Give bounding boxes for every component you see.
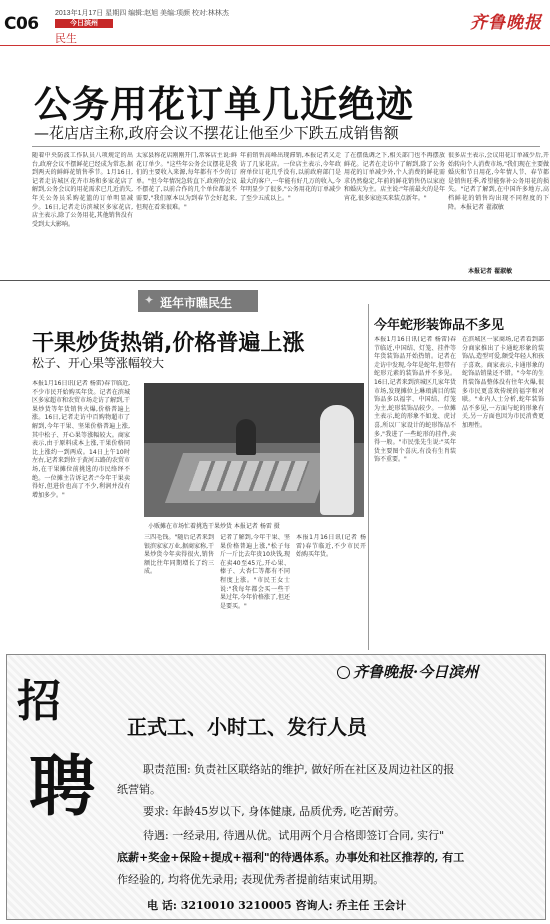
fruit-article-column-3: 记者了解到,今年干果、坚果价格普遍上涨,"松子每斤一斤比去年贵10块钱,现在卖40至45元,开心果、榛子、大杏仁等都有不同程度上涨。"市民王女士说:"我每年都会买一些干果过年,今年价格涨了,但还是要买。": [220, 534, 290, 610]
column-banner: [138, 290, 258, 312]
lead-article-subtitle: —花店店主称,政府会议不摆花让他至少下跌五成销售额: [34, 124, 399, 142]
section-divider: [0, 280, 550, 281]
column-divider: [368, 304, 369, 650]
lead-article-column-4: 了在摆低调之下,相关部门也不再摆放鲜花。记者在走访中了解到,除了公务用花的订单减少外,个人消费的鲜花需求仍然稳定,年前的鲜花销售仍以家庭和婚庆为主。店主说:"年前最火的是年宵花,很多家庭买来装点新年。": [344, 152, 445, 202]
logo-circle-icon: [337, 666, 350, 679]
photo-caption: 小贩摊在市场忙着挑选干果炒货 本报记者 杨雷 摄: [148, 523, 280, 530]
fruit-article-column-2: 三四毛钱。"随后记者来到银滨家家万业,据商家称,干果炒货今年卖得很火,销售额比往年同期增长了约三成。: [144, 534, 214, 576]
ad-scope-line-2: 纸营销。: [117, 783, 161, 796]
lead-article-byline: 本报记者 翟淑敏: [468, 268, 513, 275]
market-photo: [144, 383, 364, 517]
edition-tag: 今日滨州: [55, 19, 113, 28]
ad-treatment-line-2: 底薪+奖金+保险+提成+福利"的待遇体系。办事处和社区推荐的, 有工: [117, 851, 465, 864]
fruit-article-column-4: 本报1月16日讯(记者 杨雷)春节临近,不少市民开始购买年货。: [296, 534, 366, 559]
ad-contact: 电 话: 3210010 3210005 咨询人: 乔主任 王会计: [147, 899, 407, 912]
lead-article-title: 公务用花订单几近绝迹: [34, 83, 414, 126]
lead-article-column-5: 很多店主表示,会议用花订单减少后,开始转向个人消费市场,"我们现在主要做婚庆和节日用花,今年情人节、春节都是销售旺季,希望能弥补公务用花的损失。"记者了解到,在中国许多地方,高档鲜花的销售均出现不同程度的下降。本报记者 翟淑敏: [448, 152, 549, 211]
ad-recruit-char-2: 聘: [29, 747, 95, 825]
column-banner-label: 逛年市瞧民生: [160, 296, 233, 310]
lead-article-column-3: 年前销售高峰出现滞销,本报记者又走访了几家花店。一位店主表示,今年政府单位订花几乎没有,以前政府部门是最大的客户,一年能有好几万的收入,今年明显少了很多,"公务用花的订单减少了至少五成以上。": [240, 152, 341, 202]
ad-logo: [337, 661, 478, 682]
snake-article-title: 今年蛇形装饰品不多见: [374, 318, 505, 333]
fruit-article-subtitle: 松子、开心果等涨幅较大: [32, 356, 165, 370]
divider: [32, 146, 540, 147]
ad-treatment-line-3: 作经验的, 均将优先录用; 表现优秀者提前结束试用期。: [117, 873, 385, 886]
recruitment-ad: [6, 654, 546, 920]
section-name: 民生: [55, 32, 77, 45]
ad-logo-text: 齐鲁晚报·今日滨州: [353, 663, 479, 681]
lead-article-column-1: 随着中央防波工作队员八项规定的出台,政府会议不摆鲜花已经成为常态,据到两天的鲜鲜花销售季节。1月16日,记者走访城区花卉市场和多家花店了解到,公务会议的用花需求已几近消失,年关公务员采购花篮的订单明显减少。16日,记者走访滨城区多家花店,店主表示,除了公务用花,其他销售没有受到太大影响。: [32, 152, 133, 228]
ad-scope-line-1: 职责范围: 负责社区联络站的维护, 做好所在社区及周边社区的报: [143, 763, 455, 776]
banner-ornament-icon: ✦: [144, 293, 155, 307]
ad-requirements: 要求: 年龄45岁以下, 身体健康, 品质优秀, 吃苦耐劳。: [143, 805, 406, 818]
page-number: C06: [4, 14, 39, 34]
dateline: 2013年1月17日 星期四 编辑:赵旭 美编:项颜 校对:林林杰: [55, 10, 229, 17]
ad-treatment-line-1: 待遇: 一经录用, 待遇从优。试用两个月合格即签订合同, 实行": [143, 829, 445, 842]
fruit-article-column-1: 本报1月16日讯(记者 杨雷)春节临近,不少市民开始购买年货。记者在滨城区多家超市和农贸市场走访了解到,干果炒货等年货销售火爆,价格普遍上涨。16日,记者走访中百购物超市了解到,今年干果、坚果价格普遍上涨,其中松子、开心果等涨幅较大。商家表示,由于原料成本上涨,干果价格同比上涨约一到两成。14日上午10时左右,记者来到位于黄河五路的农贸市场,在干果摊位前挑选的市民络绎不绝。一位摊主告诉记者:"今年干果卖得好,但进价也高了不少,利润并没有增加多少。": [32, 380, 130, 499]
page-header: [0, 0, 550, 46]
ad-headline: 正式工、小时工、发行人员: [127, 715, 367, 739]
ad-recruit-char-1: 招: [17, 676, 61, 727]
fruit-article-title: 干果炒货热销,价格普遍上涨: [32, 331, 305, 356]
snake-article-column-1: 本报1月16日讯(记者 杨雷)春节临近,中国结、灯笼、挂件等年货装饰品开始热销。记者在走访中发现,今年是蛇年,但带有蛇形元素的装饰品并不多见。16日,记者来到滨城区几家年货市场,发现摊位上琳琅满目的装饰品多以福字、中国结、灯笼为主,蛇形装饰品较少。一位摊主表示,蛇的形象不如龙、虎讨喜,所以厂家设计的蛇形饰品不多,"我进了一些蛇形的挂件,卖得一般。"市民张先生说:"买年货主要图个喜庆,有没有生肖装饰不重要。": [374, 336, 456, 464]
masthead-logo: 齐鲁晚报: [470, 13, 542, 33]
lead-article-column-2: 太家县称花店刚刚开门,常客店主说:鲜花订单少。"这些年公务会议摆花是我们的主要收入来源,每年都有不少的订单。"但今年情况急转直下,政府的会议不摆花了,以前合作的几个单位都说不需要,"我们原本以为到春节会好起来,但现在看来很难。": [136, 152, 237, 211]
snake-article-column-2: 在滨城区一家商场,记者看到部分商家推出了卡通蛇形象的装饰品,造型可爱,颇受年轻人和孩子喜欢。商家表示,卡通形象的蛇饰品销量还不错。"今年的生肖装饰品整体没有往年火爆,很多市民更喜欢传统的福字和对联。"业内人士分析,蛇年装饰品不多见,一方面与蛇的形象有关,另一方面也因为市民消费更加理性。: [462, 336, 544, 429]
